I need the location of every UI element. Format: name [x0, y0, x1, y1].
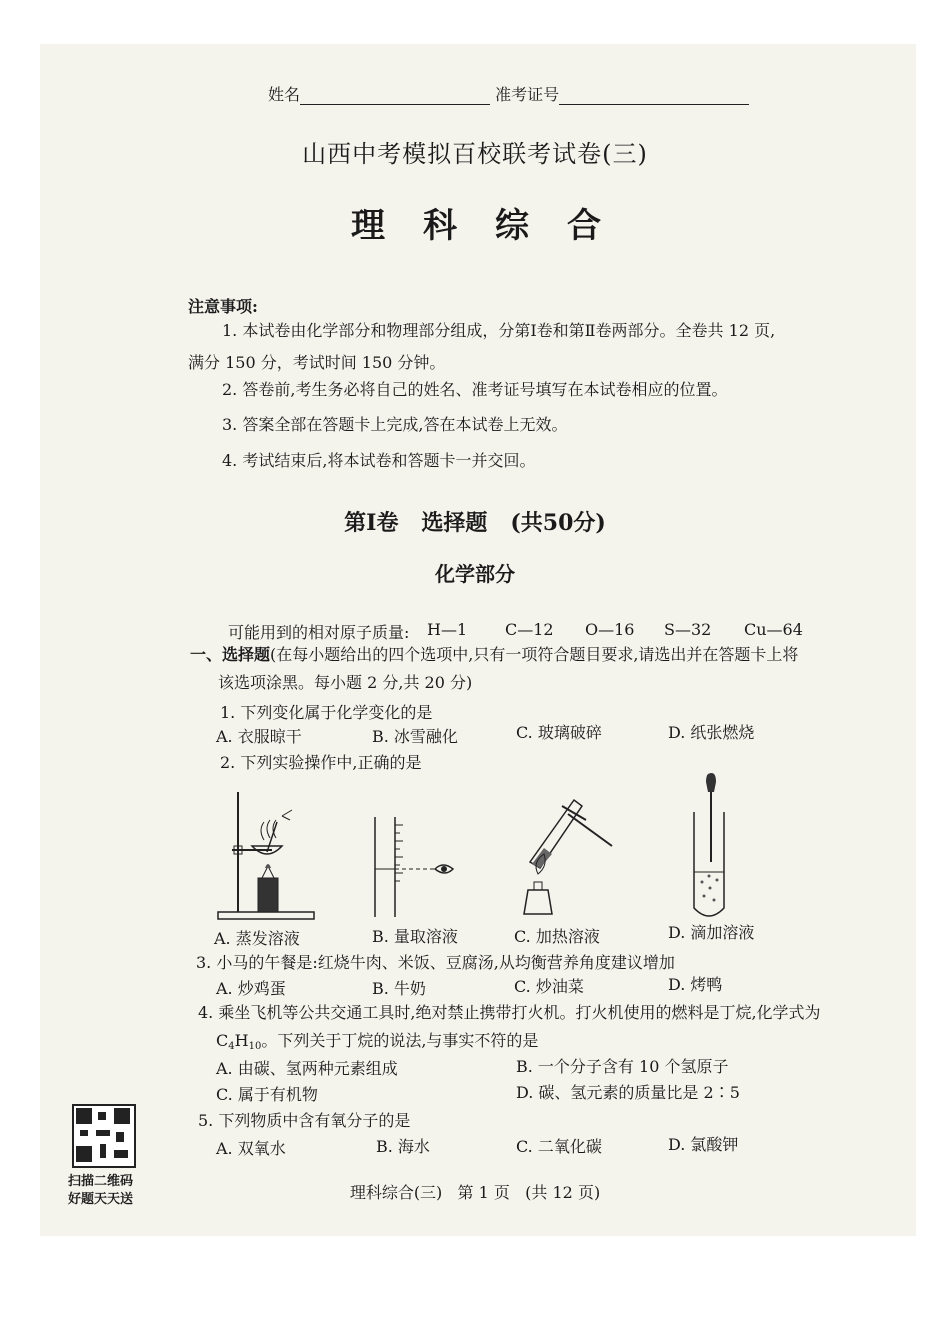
q4-option-b: B. 一个分子含有 10 个氢原子 [516, 1057, 729, 1076]
q1-option-d: D. 纸张燃烧 [668, 723, 755, 742]
name-field [268, 82, 749, 105]
name-blank [300, 88, 490, 105]
chemistry-title: 化学部分 [435, 562, 515, 586]
note-item: 4. 考试结束后,将本试卷和答题卡一并交回。 [222, 451, 536, 470]
q4-option-c: C. 属于有机物 [216, 1085, 318, 1104]
q4-stem-continued [216, 1028, 538, 1052]
notes-heading: 注意事项: [188, 297, 258, 316]
note-item: 3. 答案全部在答题卡上完成,答在本试卷上无效。 [222, 415, 568, 434]
qr-caption-line2: 好题天天送 [68, 1192, 134, 1207]
figure-dropping-solution [680, 772, 740, 922]
q5-option-c: C. 二氧化碳 [516, 1137, 602, 1156]
q2-option-a: A. 蒸发溶液 [214, 929, 300, 948]
figure-measuring-solution [365, 815, 465, 920]
q5-option-b: B. 海水 [376, 1137, 430, 1156]
note-item: 1. 本试卷由化学部分和物理部分组成，分第Ⅰ卷和第Ⅱ卷两部分。全卷共 12 页, [222, 321, 776, 340]
atomic-mass-h: H—1 [427, 620, 468, 639]
formula-hydrogen-count: 10 [248, 1041, 262, 1052]
q1-stem: 1. 下列变化属于化学变化的是 [220, 703, 433, 722]
q3-option-c: C. 炒油菜 [514, 977, 584, 996]
q2-option-c: C. 加热溶液 [514, 927, 600, 946]
q1-option-b: B. 冰雪融化 [372, 727, 458, 746]
q3-option-a: A. 炒鸡蛋 [216, 979, 286, 998]
part1-desc: (在每小题给出的四个选项中,只有一项符合题目要求,请选出并在答题卡上将 [270, 645, 799, 664]
formula-carbon: C [216, 1031, 229, 1050]
atomic-mass-cu: Cu—64 [744, 620, 803, 639]
note-item: 2. 答卷前,考生务必将自己的姓名、准考证号填写在本试卷相应的位置。 [222, 380, 728, 399]
note-item: 满分 150 分，考试时间 150 分钟。 [188, 353, 446, 372]
atomic-mass-o: O—16 [585, 620, 635, 639]
q4-option-d: D. 碳、氢元素的质量比是 2∶5 [516, 1083, 740, 1102]
q3-option-b: B. 牛奶 [372, 979, 426, 998]
q5-option-a: A. 双氧水 [216, 1139, 286, 1158]
qr-caption-line1: 扫描二维码 [68, 1174, 134, 1189]
q5-option-d: D. 氯酸钾 [668, 1135, 739, 1154]
atomic-mass-s: S—32 [664, 620, 712, 639]
q5-stem: 5. 下列物质中含有氧分子的是 [198, 1111, 411, 1130]
q2-stem: 2. 下列实验操作中,正确的是 [220, 753, 422, 772]
figure-heating-solution [512, 790, 627, 920]
part1-instructions [190, 642, 798, 665]
q3-option-d: D. 烤鸭 [668, 975, 723, 994]
part1-desc-line2: 该选项涂黑。每小题 2 分,共 20 分) [218, 673, 473, 692]
part1-heading: 一、选择题 [190, 645, 271, 664]
figure-evaporating-solution [212, 788, 322, 923]
formula-hydrogen: H [234, 1031, 249, 1050]
q2-option-d: D. 滴加溶液 [668, 923, 755, 942]
qr-code[interactable] [72, 1104, 136, 1168]
formula-carbon-count: 4 [228, 1041, 235, 1052]
q4-stem: 4. 乘坐飞机等公共交通工具时,绝对禁止携带打火机。打火机使用的燃料是丁烷,化学式为 [198, 1003, 821, 1022]
q3-stem: 3. 小马的午餐是:红烧牛肉、米饭、豆腐汤,从均衡营养角度建议增加 [196, 953, 675, 972]
q1-option-a: A. 衣服晾干 [216, 727, 302, 746]
atomic-mass-label: 可能用到的相对原子质量: [228, 623, 410, 642]
q2-option-b: B. 量取溶液 [372, 927, 458, 946]
atomic-mass-c: C—12 [505, 620, 554, 639]
q1-option-c: C. 玻璃破碎 [516, 723, 602, 742]
subject-title: 理科综合 [351, 206, 639, 246]
section-title: 第Ⅰ卷 选择题 (共50分) [344, 510, 606, 536]
exam-title: 山西中考模拟百校联考试卷(三) [302, 140, 648, 168]
name-label: 姓名 [268, 85, 301, 104]
exam-id-blank [559, 88, 749, 105]
q4-stem-part2: 。下列关于丁烷的说法,与事实不符的是 [261, 1031, 539, 1050]
q4-option-a: A. 由碳、氢两种元素组成 [216, 1059, 398, 1078]
page-footer: 理科综合(三) 第 1 页 (共 12 页) [349, 1183, 601, 1202]
exam-id-label: 准考证号 [495, 85, 560, 104]
